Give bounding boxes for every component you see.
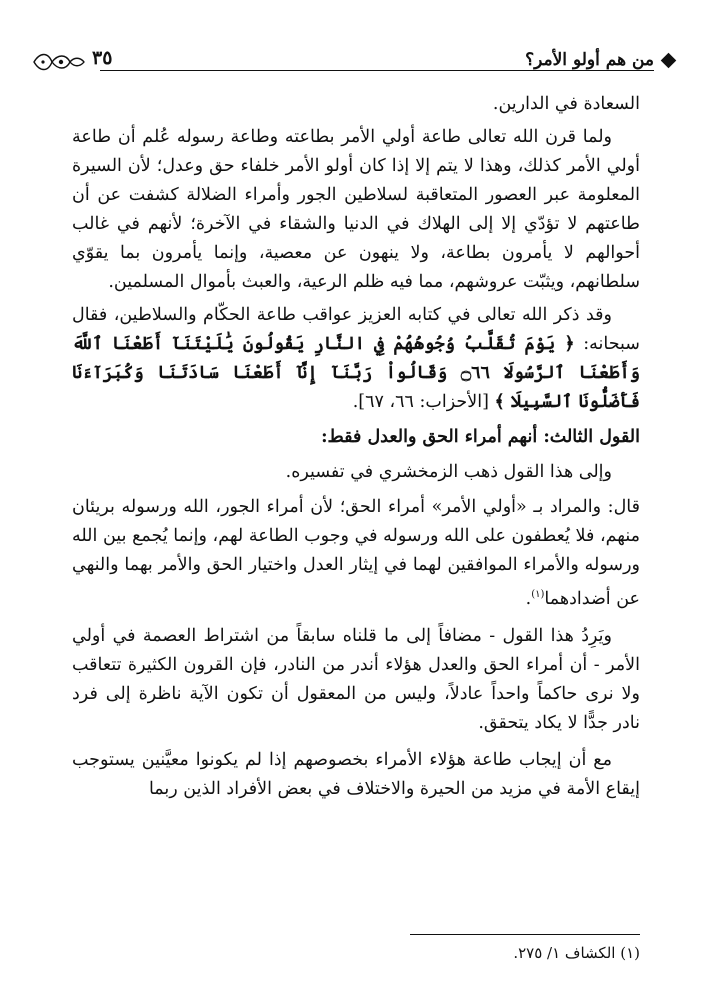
verse-reference: [الأحزاب: ٦٦، ٦٧]. — [352, 392, 489, 412]
footnote: (١) الكشاف ١/ ٢٧٥. — [513, 944, 640, 962]
paragraph: ولما قرن الله تعالى طاعة أولي الأمر بطاعته وطاعة رسوله عُلم أن طاعة أولي الأمر كذلك، وهذا لا يتم إلا إذا كان أولو الأمر خلفاء حق وعدل؛ لأن السيرة المعلومة عبر العصور المتعاقبة لسلاطين الجور وأمراء الضلالة كشفت عن أن طاعتهم لا تؤدّي إلا إلى الهلاك في الدنيا والشقاء في الآخرة؛ لأنهم في غالب أحوالهم لا يأمرون بطاعة، ولا ينهون عن معصية، وإنما يأمرون بما يقوّي سلطانهم، ويثبّت عروشهم، مما فيه ظلم الرعية، والعبث بأموال المسلمين. — [72, 127, 640, 292]
ornament-icon — [30, 48, 86, 76]
paragraph-continuation: السعادة في الدارين. — [492, 94, 640, 114]
verse-intro: وقد ذكر الله تعالى في كتابه العزيز عواقب طاعة الحكّام والسلاطين، فقال سبحانه: — [72, 305, 640, 354]
paragraph-with-verse — [72, 301, 640, 417]
diamond-icon — [661, 53, 677, 69]
header-rule — [100, 70, 654, 71]
paragraph: ويَرِدُ هذا القول - مضافاً إلى ما قلناه سابقاً من اشتراط العصمة في أولي الأمر - أن أمراء الحق والعدل هؤلاء أندر من النادر، فإن القرون الكثيرة تتعاقب ولا نرى حاكماً واحداً عادلاً، وليس من المعقول أن تكون الآية ناظرة إلى فرد نادر جدًّا لا يكاد يتحقق. — [72, 625, 640, 733]
page-header — [30, 42, 678, 82]
footnote-rule — [410, 934, 640, 935]
quran-verse: ﴿ يَوْمَ تُقَلَّبُ وُجُوهُهُمْ فِي النَّارِ يَقُولُونَ يَٰلَيْتَنَآ أَطَعْنَا ٱللَّهَ وَأَطَعْنَا ٱلرَّسُولَا ۝٦٦ وَقَالُواْ رَبَّنَآ إِنَّآ أَطَعْنَا سَادَتَنَا وَكُبَرَآءَنَا فَأَضَلُّونَا ٱلسَّبِيلَا ﴾ — [72, 334, 640, 412]
footnote-marker: (١) — [531, 589, 545, 600]
paragraph-quote — [72, 493, 640, 614]
paragraph: وإلى هذا القول ذهب الزمخشري في تفسيره. — [285, 462, 612, 482]
paragraph: مع أن إيجاب طاعة هؤلاء الأمراء بخصوصهم إذا لم يكونوا معيَّنين يستوجب إيقاع الأمة في مزيد من الحيرة والاختلاف في بعض الأفراد الذين ربما — [72, 749, 640, 799]
section-heading: القول الثالث: أنهم أمراء الحق والعدل فقط: — [321, 427, 640, 447]
chapter-title: من هم أولو الأمر؟ — [525, 50, 654, 70]
quote-end: . — [525, 588, 532, 609]
page-number: ٣٥ — [92, 47, 113, 69]
quote-text: قال: والمراد بـ «أولي الأمر» أمراء الحق؛ لأن أمراء الجور، الله ورسوله بريئان منهم، فلا يُعطفون على الله ورسوله في وجوب الطاعة لهم، وإنما يُجمع بين الله ورسوله والأمراء الموافقين لهما في إيثار العدل واختيار الحق والأمر بهما والنهي عن أضدادهما — [72, 497, 640, 609]
page-text — [72, 90, 640, 804]
